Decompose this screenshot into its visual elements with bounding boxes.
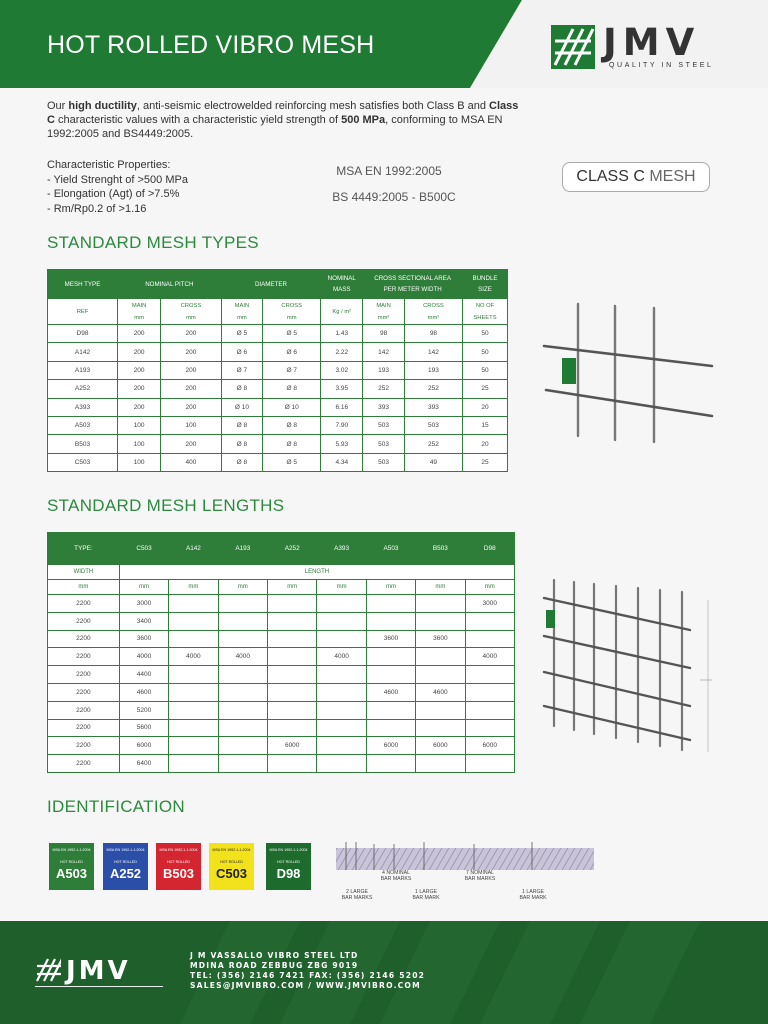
table-cell: 3000 [465, 595, 514, 613]
table-cell: 200 [161, 361, 221, 379]
standard-msa: MSA EN 1992:2005 [336, 164, 442, 178]
table-cell: 142 [404, 343, 462, 361]
bar-mark-label: 1 LARGE BAR MARK [412, 889, 440, 901]
col-header: TYPE: [48, 533, 120, 565]
table-cell: 6000 [366, 737, 415, 755]
mesh-lengths-body [48, 595, 515, 773]
table-cell: 2200 [48, 719, 120, 737]
table-cell: 400 [161, 453, 221, 471]
table-cell [169, 630, 218, 648]
bar-mark-label: 1 LARGE BAR MARK [519, 889, 547, 901]
section-title-identification: IDENTIFICATION [47, 797, 185, 816]
table-row [48, 325, 508, 343]
table-cell [416, 701, 465, 719]
table-cell: 15 [463, 416, 508, 434]
table-cell: 4600 [416, 683, 465, 701]
table-cell: 193 [404, 361, 462, 379]
page-header [0, 0, 768, 88]
table-cell: 252 [404, 435, 462, 453]
table-cell: 4600 [366, 683, 415, 701]
mesh-sheet-illustration [540, 300, 720, 450]
footer-contact [190, 951, 425, 991]
unit-cell: mm [366, 580, 415, 595]
table-row [48, 683, 515, 701]
characteristic-properties [47, 158, 188, 216]
company-name: J M VASSALLO VIBRO STEEL LTD [190, 951, 359, 960]
table-cell [366, 701, 415, 719]
table-cell: A503 [48, 416, 118, 434]
table-cell [366, 666, 415, 684]
table-cell: 3600 [119, 630, 168, 648]
table-cell: 503 [404, 416, 462, 434]
id-tag-a503 [49, 843, 94, 890]
id-tag-c503 [209, 843, 254, 890]
unit-cell: mm [48, 580, 120, 595]
table-cell [218, 755, 267, 773]
sub-header: NO OF SHEETS [463, 299, 508, 325]
table-cell: 100 [118, 416, 161, 434]
table-cell: Ø 7 [221, 361, 263, 379]
table-cell [465, 719, 514, 737]
table-cell: 193 [363, 361, 405, 379]
table-cell: 200 [161, 398, 221, 416]
footer-logo-divider [35, 986, 163, 987]
tag-std: MSA EN 1992-1-1:2004 [212, 848, 251, 852]
id-tag-a252 [103, 843, 148, 890]
mesh-types-body [48, 325, 508, 472]
intro-paragraph [47, 99, 527, 141]
col-header: DIAMETER [221, 270, 321, 299]
table-row [48, 398, 508, 416]
table-cell: 50 [463, 361, 508, 379]
table-row [48, 612, 515, 630]
table-cell: 2200 [48, 612, 120, 630]
table-cell: Ø 8 [221, 435, 263, 453]
table-cell: 2200 [48, 595, 120, 613]
properties-heading: Characteristic Properties: [47, 159, 171, 171]
table-cell: 50 [463, 325, 508, 343]
footer-logo-wordmark: JMV [66, 956, 131, 986]
table-cell: 2200 [48, 648, 120, 666]
table-cell [317, 666, 366, 684]
class-badge-thin: MESH [649, 168, 696, 185]
table-cell: 2.22 [321, 343, 363, 361]
table-cell: Ø 8 [263, 380, 321, 398]
unit-cell: mm [465, 580, 514, 595]
table-cell [317, 701, 366, 719]
table-cell: 7.90 [321, 416, 363, 434]
bar-marks-illustration [334, 840, 596, 870]
tag-code: B503 [162, 866, 195, 881]
table-cell [218, 719, 267, 737]
table-cell: 1.43 [321, 325, 363, 343]
table-cell [268, 701, 317, 719]
table-cell: 252 [363, 380, 405, 398]
table-cell: 2200 [48, 701, 120, 719]
table-cell: 4000 [218, 648, 267, 666]
table-cell [317, 630, 366, 648]
unit-cell: mm [317, 580, 366, 595]
table-cell: Ø 8 [263, 416, 321, 434]
table-cell [268, 755, 317, 773]
table-cell: 5.93 [321, 435, 363, 453]
table-cell [317, 719, 366, 737]
unit-cell: mm [218, 580, 267, 595]
table-row [48, 380, 508, 398]
unit-cell: mm [416, 580, 465, 595]
property-item: - Elongation (Agt) of >7.5% [47, 188, 180, 200]
table-cell: 4400 [119, 666, 168, 684]
table-cell: 5200 [119, 701, 168, 719]
table-cell: 2200 [48, 683, 120, 701]
sub-header: LENGTH [119, 565, 514, 580]
table-cell: 3600 [366, 630, 415, 648]
table-row [48, 630, 515, 648]
table-row [48, 453, 508, 471]
table-cell: 100 [118, 453, 161, 471]
footer-logo-icon [35, 957, 61, 983]
table-row [48, 737, 515, 755]
tag-hr: HOT ROLLED [114, 860, 137, 864]
table-cell: Ø 10 [221, 398, 263, 416]
table-cell: 49 [404, 453, 462, 471]
section-title-types: STANDARD MESH TYPES [47, 233, 259, 252]
table-cell: 200 [161, 325, 221, 343]
table-row [48, 416, 508, 434]
col-header: NOMINAL PITCH [118, 270, 222, 299]
mesh-lengths-table [47, 532, 515, 773]
bar-mark-label: 7 NOMINAL BAR MARKS [464, 870, 496, 882]
table-cell: 98 [363, 325, 405, 343]
table-cell: 2200 [48, 630, 120, 648]
table-cell: 200 [118, 325, 161, 343]
col-header: A393 [317, 533, 366, 565]
table-cell [218, 630, 267, 648]
table-cell [218, 701, 267, 719]
table-row [48, 343, 508, 361]
tag-code: C503 [215, 866, 248, 881]
tag-hr: HOT ROLLED [220, 860, 243, 864]
table-cell: 3.02 [321, 361, 363, 379]
class-badge-bold: CLASS C [576, 168, 645, 185]
table-cell: 393 [363, 398, 405, 416]
table-cell [317, 595, 366, 613]
table-cell [218, 612, 267, 630]
table-cell [465, 701, 514, 719]
table-cell [218, 737, 267, 755]
table-cell [317, 755, 366, 773]
table-cell [169, 719, 218, 737]
unit-cell: mm [119, 580, 168, 595]
table-cell: Ø 7 [263, 361, 321, 379]
table-cell: 200 [161, 435, 221, 453]
mesh-tag-icon [546, 610, 555, 628]
table-cell: 4000 [169, 648, 218, 666]
sub-header: MAIN mm [221, 299, 263, 325]
col-header: A252 [268, 533, 317, 565]
table-row [48, 701, 515, 719]
table-cell [416, 666, 465, 684]
table-row [48, 755, 515, 773]
standard-bs: BS 4449:2005 - B500C [332, 190, 456, 204]
table-cell [416, 648, 465, 666]
table-cell [465, 683, 514, 701]
mesh-sheet-length-illustration [540, 576, 720, 756]
sub-header: MAIN mm [118, 299, 161, 325]
table-row [48, 666, 515, 684]
intro-bold: 500 MPa [341, 114, 386, 126]
col-header: C503 [119, 533, 168, 565]
table-cell: 4.34 [321, 453, 363, 471]
tag-hr: HOT ROLLED [60, 860, 83, 864]
table-cell: Ø 8 [263, 435, 321, 453]
property-item: - Rm/Rp0.2 of >1.16 [47, 202, 147, 215]
tag-std: MSA EN 1992-1-1:2004 [52, 848, 91, 852]
table-cell: Ø 8 [221, 416, 263, 434]
id-tag-d98 [266, 843, 311, 890]
table-cell [169, 701, 218, 719]
col-header: MESH TYPE [48, 270, 118, 299]
table-cell: 6000 [119, 737, 168, 755]
tag-hr: HOT ROLLED [277, 860, 300, 864]
table-cell: 200 [161, 343, 221, 361]
table-cell [268, 648, 317, 666]
intro-text: , conforming to MSA EN 1992:2005 and BS4449:2005. [47, 114, 503, 140]
table-cell [465, 666, 514, 684]
table-cell [416, 755, 465, 773]
table-cell: A252 [48, 380, 118, 398]
logo-tagline: QUALITY IN STEEL [609, 62, 714, 69]
table-cell [366, 719, 415, 737]
table-cell [465, 755, 514, 773]
table-cell [169, 755, 218, 773]
bar-mark-label: 2 LARGE BAR MARKS [341, 889, 373, 901]
table-cell [317, 612, 366, 630]
class-c-badge [562, 162, 710, 192]
company-web[interactable]: SALES@JMVIBRO.COM / WWW.JMVIBRO.COM [190, 981, 421, 990]
table-row [48, 648, 515, 666]
sub-header: CROSS mm [263, 299, 321, 325]
table-cell: D98 [48, 325, 118, 343]
table-cell [366, 755, 415, 773]
table-cell [465, 612, 514, 630]
table-cell: C503 [48, 453, 118, 471]
sub-header: WIDTH [48, 565, 120, 580]
col-header: B503 [416, 533, 465, 565]
table-cell: Ø 5 [221, 325, 263, 343]
table-cell: 142 [363, 343, 405, 361]
intro-bold: Class C [47, 100, 519, 126]
mesh-types-table [47, 269, 508, 472]
table-cell [169, 737, 218, 755]
table-cell [218, 683, 267, 701]
tag-code: A503 [55, 866, 88, 881]
table-cell: 4000 [465, 648, 514, 666]
col-header: BUNDLE SIZE [463, 270, 508, 299]
table-cell [317, 683, 366, 701]
unit-cell: mm [268, 580, 317, 595]
table-cell: 50 [463, 343, 508, 361]
table-cell: Ø 6 [221, 343, 263, 361]
unit-cell: mm [169, 580, 218, 595]
table-cell [268, 630, 317, 648]
table-cell: 98 [404, 325, 462, 343]
company-phone: TEL: (356) 2146 7421 FAX: (356) 2146 5202 [190, 971, 426, 980]
company-address: MDINA ROAD ZEBBUG ZBG 9019 [190, 961, 359, 970]
table-cell: 6.16 [321, 398, 363, 416]
table-cell [169, 612, 218, 630]
table-cell [218, 595, 267, 613]
table-row [48, 361, 508, 379]
table-cell: Ø 5 [263, 453, 321, 471]
footer-jmv-logo [35, 954, 163, 994]
sub-header: REF [48, 299, 118, 325]
tag-hr: HOT ROLLED [167, 860, 190, 864]
sub-header: MAIN mm² [363, 299, 405, 325]
table-cell [366, 612, 415, 630]
table-cell [465, 630, 514, 648]
table-cell: 3.95 [321, 380, 363, 398]
table-cell: 6000 [465, 737, 514, 755]
table-cell: Ø 10 [263, 398, 321, 416]
table-cell [169, 595, 218, 613]
table-cell: 4000 [317, 648, 366, 666]
tag-std: MSA EN 1992-1-1:2004 [159, 848, 198, 852]
table-cell: 20 [463, 398, 508, 416]
jmv-logo [551, 21, 741, 73]
table-cell: 20 [463, 435, 508, 453]
table-cell: 3000 [119, 595, 168, 613]
table-cell: B503 [48, 435, 118, 453]
table-cell: Ø 8 [221, 380, 263, 398]
table-cell [366, 595, 415, 613]
table-cell: Ø 6 [263, 343, 321, 361]
col-header: A503 [366, 533, 415, 565]
sub-header: Kg / m² [321, 299, 363, 325]
table-cell [268, 719, 317, 737]
tag-std: MSA EN 1992-1-1:2004 [106, 848, 145, 852]
table-cell: 100 [161, 416, 221, 434]
col-header: A193 [218, 533, 267, 565]
tag-code: A252 [109, 866, 142, 881]
intro-bold: high ductility [68, 100, 137, 112]
table-row [48, 719, 515, 737]
logo-wordmark: JMV [603, 21, 701, 64]
table-cell [416, 612, 465, 630]
table-cell [268, 595, 317, 613]
table-cell: 200 [118, 398, 161, 416]
table-cell: 503 [363, 453, 405, 471]
mesh-tag-icon [562, 358, 576, 384]
table-cell: 25 [463, 453, 508, 471]
tag-std: MSA EN 1992-1-1:2004 [269, 848, 308, 852]
table-cell [169, 683, 218, 701]
table-cell [416, 595, 465, 613]
table-cell [317, 737, 366, 755]
table-cell: A142 [48, 343, 118, 361]
table-cell: A393 [48, 398, 118, 416]
table-cell: Ø 8 [221, 453, 263, 471]
table-cell: 200 [118, 361, 161, 379]
table-cell: 2200 [48, 666, 120, 684]
table-cell: 3400 [119, 612, 168, 630]
tag-code: D98 [276, 866, 301, 881]
intro-text: , anti-seismic electrowelded reinforcing mesh satisfies both Class B and [136, 100, 490, 112]
table-cell: 4600 [119, 683, 168, 701]
table-cell: Ø 5 [263, 325, 321, 343]
table-cell [268, 612, 317, 630]
table-cell: 5600 [119, 719, 168, 737]
table-cell: 252 [404, 380, 462, 398]
table-cell [416, 719, 465, 737]
table-cell: 6000 [416, 737, 465, 755]
col-header: NOMINAL MASS [321, 270, 363, 299]
property-item: - Yield Strenght of >500 MPa [47, 173, 188, 186]
page-title: HOT ROLLED VIBRO MESH [47, 31, 375, 59]
table-cell: 6000 [268, 737, 317, 755]
table-cell: 2200 [48, 737, 120, 755]
table-cell [366, 648, 415, 666]
table-cell: 200 [118, 380, 161, 398]
intro-text: characteristic values with a characteristic yield strength of [54, 114, 342, 126]
table-row [48, 435, 508, 453]
table-cell: 25 [463, 380, 508, 398]
table-cell: 6400 [119, 755, 168, 773]
sub-header: CROSS mm [161, 299, 221, 325]
section-title-lengths: STANDARD MESH LENGTHS [47, 496, 285, 515]
table-cell: 503 [363, 435, 405, 453]
table-cell: 503 [363, 416, 405, 434]
table-cell: A193 [48, 361, 118, 379]
table-cell: 200 [118, 343, 161, 361]
intro-text: Our [47, 100, 69, 112]
col-header: D98 [465, 533, 514, 565]
table-cell: 100 [118, 435, 161, 453]
sub-header: CROSS mm² [404, 299, 462, 325]
table-cell [268, 683, 317, 701]
table-cell [218, 666, 267, 684]
table-cell [268, 666, 317, 684]
table-cell: 3600 [416, 630, 465, 648]
jmv-logo-icon [551, 25, 597, 69]
table-cell: 2200 [48, 755, 120, 773]
table-cell: 200 [161, 380, 221, 398]
col-header: A142 [169, 533, 218, 565]
table-row [48, 595, 515, 613]
page-footer [0, 921, 768, 1024]
bar-mark-label: 4 NOMINAL BAR MARKS [380, 870, 412, 882]
table-cell: 4000 [119, 648, 168, 666]
id-tag-b503 [156, 843, 201, 890]
table-cell [169, 666, 218, 684]
col-header: CROSS SECTIONAL AREA PER METER WIDTH [363, 270, 463, 299]
table-cell: 393 [404, 398, 462, 416]
